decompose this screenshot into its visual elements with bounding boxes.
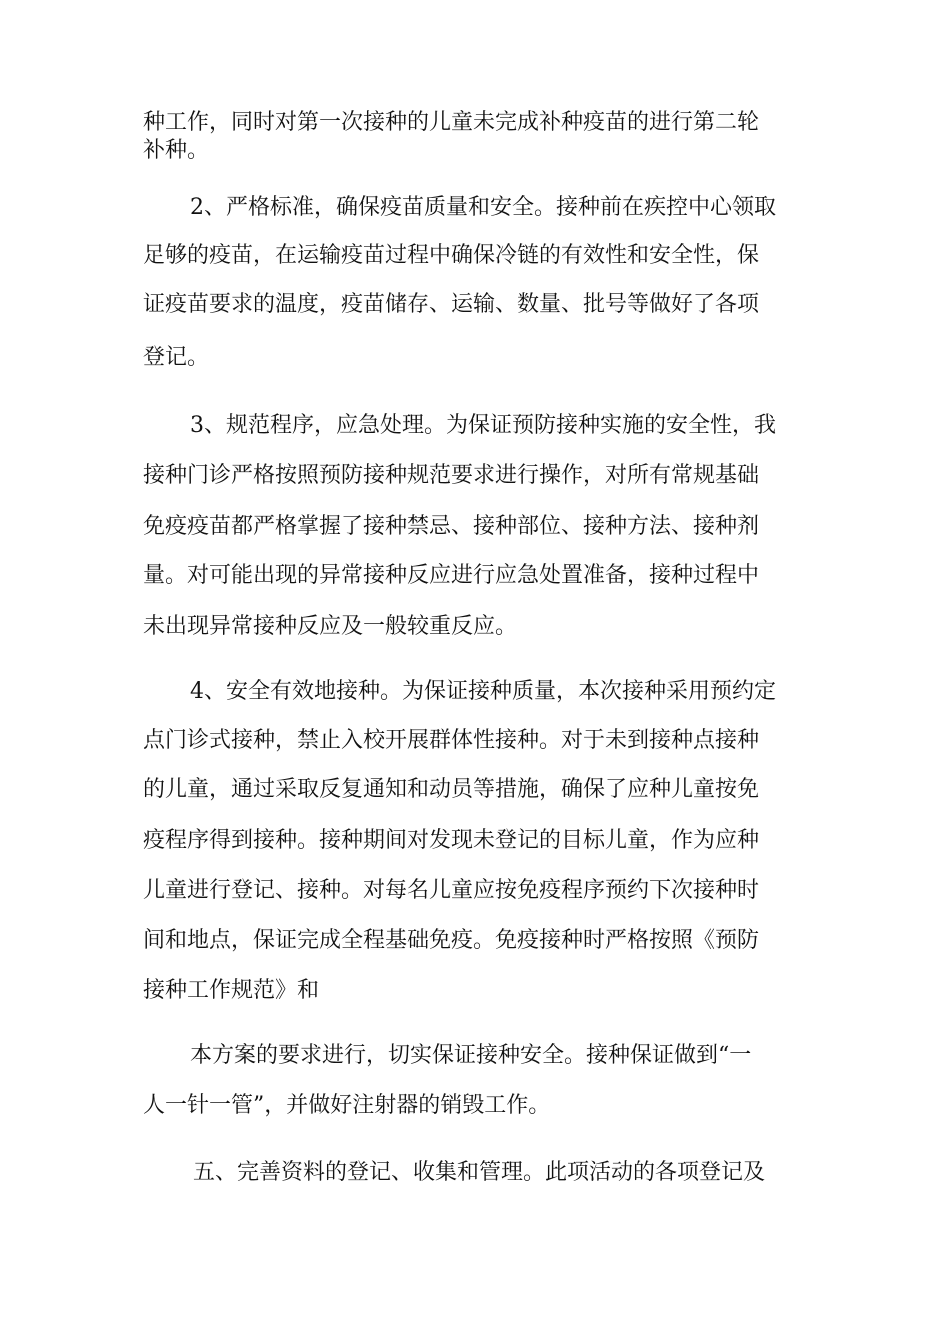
text-line: 3、规范程序，应急处理。为保证预防接种实施的安全性，我 — [190, 413, 776, 438]
text-line: 证疫苗要求的温度，疫苗储存、运输、数量、批号等做好了各项 — [143, 292, 760, 317]
text-line: 点门诊式接种，禁止入校开展群体性接种。对于未到接种点接种 — [143, 728, 760, 753]
text-line: 疫程序得到接种。接种期间对发现未登记的目标儿童，作为应种 — [143, 828, 760, 853]
text-line: 五、完善资料的登记、收集和管理。此项活动的各项登记及 — [193, 1160, 766, 1185]
text-line: 登记。 — [143, 345, 210, 370]
text-line: 种工作，同时对第一次接种的儿童未完成补种疫苗的进行第二轮 — [143, 110, 760, 135]
text-line: 4、安全有效地接种。为保证接种质量，本次接种采用预约定 — [190, 679, 776, 704]
text-line: 儿童进行登记、接种。对每名儿童应按免疫程序预约下次接种时 — [143, 878, 760, 903]
text-line: 补种。 — [143, 138, 210, 163]
text-line: 接种工作规范》和 — [143, 978, 320, 1003]
text-line: 免疫疫苗都严格掌握了接种禁忌、接种部位、接种方法、接种剂 — [143, 514, 760, 539]
text-line: 接种门诊严格按照预防接种规范要求进行操作，对所有常规基础 — [143, 463, 760, 488]
text-line: 足够的疫苗，在运输疫苗过程中确保冷链的有效性和安全性，保 — [143, 243, 760, 268]
text-line: 间和地点，保证完成全程基础免疫。免疫接种时严格按照《预防 — [143, 928, 760, 953]
text-line: 未出现异常接种反应及一般较重反应。 — [143, 614, 518, 639]
text-line: 2、严格标准，确保疫苗质量和安全。接种前在疾控中心领取 — [190, 195, 776, 220]
text-line: 量。对可能出现的异常接种反应进行应急处置准备，接种过程中 — [143, 563, 760, 588]
text-line: 的儿童，通过采取反复通知和动员等措施，确保了应种儿童按免 — [143, 777, 760, 802]
text-line: 人一针一管”，并做好注射器的销毁工作。 — [143, 1093, 551, 1118]
text-line: 本方案的要求进行，切实保证接种安全。接种保证做到“一 — [190, 1043, 752, 1068]
